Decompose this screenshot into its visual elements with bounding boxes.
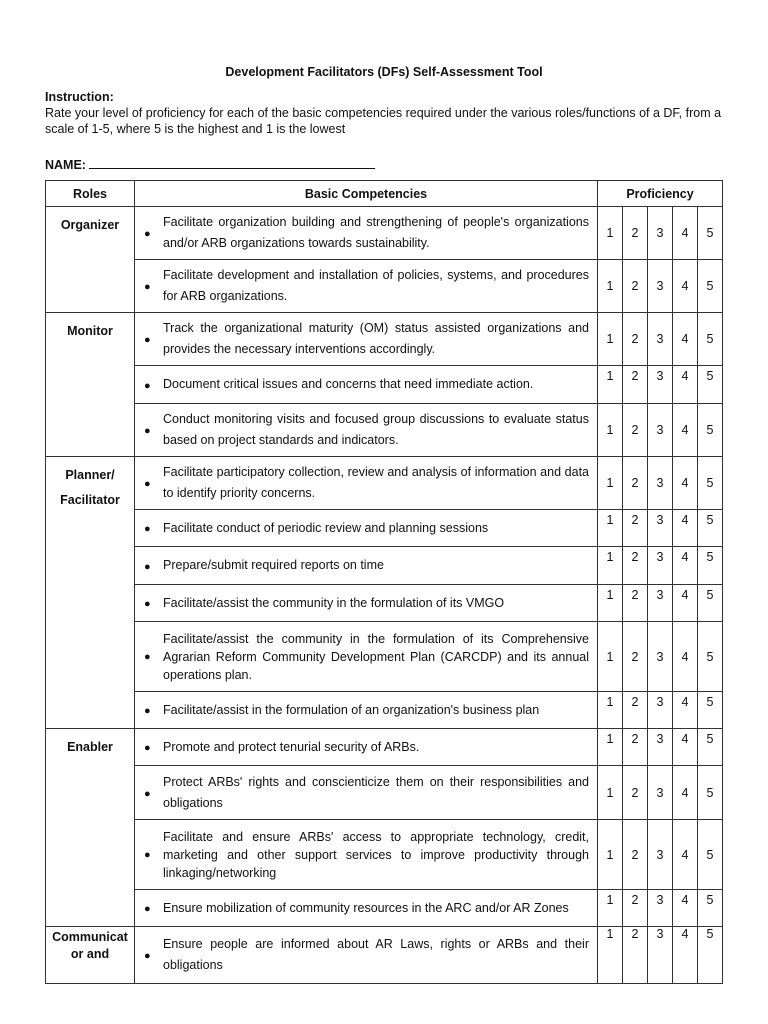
score-5[interactable]: 5 — [698, 692, 723, 729]
table-row — [46, 729, 723, 766]
table-row — [46, 366, 723, 404]
competency-text: Ensure people are informed about AR Laws, rights or ARBs and their obligations — [163, 937, 589, 972]
score-2[interactable]: 2 — [623, 585, 648, 622]
header-competencies: Basic Competencies — [135, 181, 598, 207]
competency-text: Document critical issues and concerns that need immediate action. — [163, 377, 534, 391]
score-3[interactable]: 3 — [648, 404, 673, 457]
role-name-line: or and — [70, 947, 110, 961]
score-1[interactable]: 1 — [598, 622, 623, 692]
score-2[interactable]: 2 — [623, 766, 648, 820]
table-row — [46, 927, 723, 984]
header-roles: Roles — [46, 181, 135, 207]
bullet-icon: ● — [144, 478, 151, 490]
role-name-line: Planner/ — [65, 468, 115, 482]
score-2[interactable]: 2 — [623, 622, 648, 692]
score-4[interactable]: 4 — [673, 366, 698, 404]
score-2[interactable]: 2 — [623, 729, 648, 766]
score-4[interactable]: 4 — [673, 729, 698, 766]
header-proficiency: Proficiency — [598, 181, 723, 207]
score-3[interactable]: 3 — [648, 366, 673, 404]
bullet-icon: ● — [144, 560, 151, 573]
competency-item — [135, 547, 598, 585]
competency-text: Track the organizational maturity (OM) status assisted organizations and provides the necessary interventions accordingly. — [163, 321, 589, 356]
score-5[interactable]: 5 — [698, 313, 723, 366]
competency-item — [135, 585, 598, 622]
score-5[interactable]: 5 — [698, 510, 723, 547]
score-2[interactable]: 2 — [623, 404, 648, 457]
score-5[interactable]: 5 — [698, 890, 723, 927]
score-2[interactable]: 2 — [623, 820, 648, 890]
score-1[interactable]: 1 — [598, 820, 623, 890]
bullet-icon: ● — [144, 848, 151, 861]
score-1[interactable]: 1 — [598, 207, 623, 260]
bullet-icon: ● — [144, 281, 151, 293]
role-name-line: Communicat — [52, 930, 128, 944]
score-3[interactable]: 3 — [648, 766, 673, 820]
competency-item — [135, 890, 598, 927]
score-1[interactable]: 1 — [598, 585, 623, 622]
score-5[interactable]: 5 — [698, 457, 723, 510]
score-2[interactable]: 2 — [623, 692, 648, 729]
score-5[interactable]: 5 — [698, 207, 723, 260]
score-4[interactable]: 4 — [673, 404, 698, 457]
score-3[interactable]: 3 — [648, 207, 673, 260]
table-row — [46, 766, 723, 820]
score-1[interactable]: 1 — [598, 547, 623, 585]
score-4[interactable]: 4 — [673, 457, 698, 510]
score-1[interactable]: 1 — [598, 890, 623, 927]
score-1[interactable]: 1 — [598, 404, 623, 457]
score-3[interactable]: 3 — [648, 890, 673, 927]
score-1[interactable]: 1 — [598, 457, 623, 510]
score-5[interactable]: 5 — [698, 260, 723, 313]
score-3[interactable]: 3 — [648, 585, 673, 622]
name-label: NAME: — [45, 158, 86, 172]
score-3[interactable]: 3 — [648, 622, 673, 692]
score-3[interactable]: 3 — [648, 547, 673, 585]
score-2[interactable]: 2 — [623, 510, 648, 547]
score-5[interactable]: 5 — [698, 585, 723, 622]
score-5[interactable]: 5 — [698, 366, 723, 404]
table-row — [46, 313, 723, 366]
score-4[interactable]: 4 — [673, 260, 698, 313]
score-1[interactable]: 1 — [598, 729, 623, 766]
role-monitor: Monitor — [46, 313, 135, 457]
competency-item — [135, 766, 598, 820]
table-row — [46, 585, 723, 622]
role-name-line: Facilitator — [60, 493, 120, 507]
score-2[interactable]: 2 — [623, 547, 648, 585]
competency-item — [135, 366, 598, 404]
bullet-icon: ● — [144, 705, 151, 717]
role-enabler: Enabler — [46, 729, 135, 927]
score-2[interactable]: 2 — [623, 927, 648, 984]
bullet-icon: ● — [144, 523, 151, 535]
score-5[interactable]: 5 — [698, 729, 723, 766]
role-planner-facilitator — [46, 457, 135, 729]
competency-text: Facilitate organization building and strengthening of people's organizations and/or ARB organizations towards sustainability. — [163, 215, 589, 250]
document-title: Development Facilitators (DFs) Self-Assessment Tool — [225, 65, 543, 79]
score-4[interactable]: 4 — [673, 313, 698, 366]
score-2[interactable]: 2 — [623, 457, 648, 510]
bullet-icon: ● — [144, 379, 151, 392]
score-3[interactable]: 3 — [648, 457, 673, 510]
competency-text: Promote and protect tenurial security of ARBs. — [163, 739, 420, 754]
instruction-label: Instruction: — [45, 90, 114, 104]
table-row — [46, 890, 723, 927]
score-2[interactable]: 2 — [623, 313, 648, 366]
score-4[interactable]: 4 — [673, 547, 698, 585]
score-4[interactable]: 4 — [673, 927, 698, 984]
score-3[interactable]: 3 — [648, 260, 673, 313]
score-3[interactable]: 3 — [648, 313, 673, 366]
competency-text: Facilitate/assist the community in the formulation of its VMGO — [163, 595, 505, 610]
score-3[interactable]: 3 — [648, 820, 673, 890]
competency-text: Facilitate/assist the community in the formulation of its Comprehensive Agrarian Reform Community Development Plan (CARCDP) and its annual operations plan. — [163, 631, 589, 682]
competency-table — [45, 180, 723, 984]
competency-item — [135, 510, 598, 547]
score-3[interactable]: 3 — [648, 692, 673, 729]
score-4[interactable]: 4 — [673, 890, 698, 927]
score-3[interactable]: 3 — [648, 510, 673, 547]
score-2[interactable]: 2 — [623, 890, 648, 927]
score-5[interactable]: 5 — [698, 766, 723, 820]
competency-text: Conduct monitoring visits and focused group discussions to evaluate status based on project standards and indicators. — [163, 412, 589, 447]
competency-text: Facilitate and ensure ARBs' access to appropriate technology, credit, marketing and other support services to improve productivity through linkaging/networking — [163, 829, 589, 880]
competency-item — [135, 457, 598, 510]
score-4[interactable]: 4 — [673, 766, 698, 820]
score-1[interactable]: 1 — [598, 313, 623, 366]
role-communicator — [46, 927, 135, 984]
table-row — [46, 457, 723, 510]
table-row — [46, 820, 723, 890]
competency-item — [135, 622, 598, 692]
score-5[interactable]: 5 — [698, 820, 723, 890]
competency-item — [135, 692, 598, 729]
instruction-text: Rate your level of proficiency for each of the basic competencies required under the various roles/functions of a DF, from a scale of 1-5, where 5 is the highest and 1 is the lowest — [45, 106, 722, 136]
score-1[interactable]: 1 — [598, 927, 623, 984]
bullet-icon: ● — [144, 334, 151, 346]
table-row — [46, 404, 723, 457]
score-1[interactable]: 1 — [598, 510, 623, 547]
score-4[interactable]: 4 — [673, 692, 698, 729]
name-blank-line[interactable] — [89, 157, 375, 169]
score-4[interactable]: 4 — [673, 510, 698, 547]
score-2[interactable]: 2 — [623, 260, 648, 313]
role-organizer: Organizer — [46, 207, 135, 313]
score-5[interactable]: 5 — [698, 927, 723, 984]
competency-item — [135, 820, 598, 890]
competency-text: Protect ARBs' rights and conscienticize them on their responsibilities and obligations — [163, 774, 589, 810]
score-4[interactable]: 4 — [673, 585, 698, 622]
competency-text: Facilitate conduct of periodic review and planning sessions — [163, 520, 489, 535]
competency-text: Facilitate development and installation of policies, systems, and procedures for ARB organizations. — [163, 268, 589, 303]
competency-text: Facilitate/assist in the formulation of an organization's business plan — [163, 702, 540, 717]
bullet-icon: ● — [144, 903, 151, 915]
competency-item — [135, 207, 598, 260]
score-1[interactable]: 1 — [598, 692, 623, 729]
score-4[interactable]: 4 — [673, 207, 698, 260]
table-row — [46, 260, 723, 313]
competency-item — [135, 404, 598, 457]
bullet-icon: ● — [144, 650, 151, 663]
bullet-icon: ● — [144, 598, 151, 610]
name-field[interactable] — [45, 157, 375, 172]
table-row — [46, 692, 723, 729]
table-row — [46, 547, 723, 585]
bullet-icon: ● — [144, 228, 151, 240]
competency-item — [135, 313, 598, 366]
score-3[interactable]: 3 — [648, 927, 673, 984]
score-5[interactable]: 5 — [698, 547, 723, 585]
bullet-icon: ● — [144, 950, 151, 962]
table-row — [46, 622, 723, 692]
competency-text: Prepare/submit required reports on time — [163, 558, 384, 572]
table-row — [46, 207, 723, 260]
score-3[interactable]: 3 — [648, 729, 673, 766]
bullet-icon: ● — [144, 425, 151, 437]
score-1[interactable]: 1 — [598, 766, 623, 820]
score-1[interactable]: 1 — [598, 366, 623, 404]
score-2[interactable]: 2 — [623, 207, 648, 260]
competency-text: Facilitate participatory collection, review and analysis of information and data to identify priority concerns. — [163, 465, 589, 500]
score-1[interactable]: 1 — [598, 260, 623, 313]
competency-item — [135, 260, 598, 313]
bullet-icon: ● — [144, 742, 151, 754]
score-4[interactable]: 4 — [673, 820, 698, 890]
score-5[interactable]: 5 — [698, 622, 723, 692]
score-2[interactable]: 2 — [623, 366, 648, 404]
competency-item — [135, 729, 598, 766]
score-4[interactable]: 4 — [673, 622, 698, 692]
bullet-icon: ● — [144, 787, 151, 800]
table-header-row — [46, 181, 723, 207]
competency-item — [135, 927, 598, 984]
table-row — [46, 510, 723, 547]
score-5[interactable]: 5 — [698, 404, 723, 457]
competency-text: Ensure mobilization of community resources in the ARC and/or AR Zones — [163, 900, 569, 915]
